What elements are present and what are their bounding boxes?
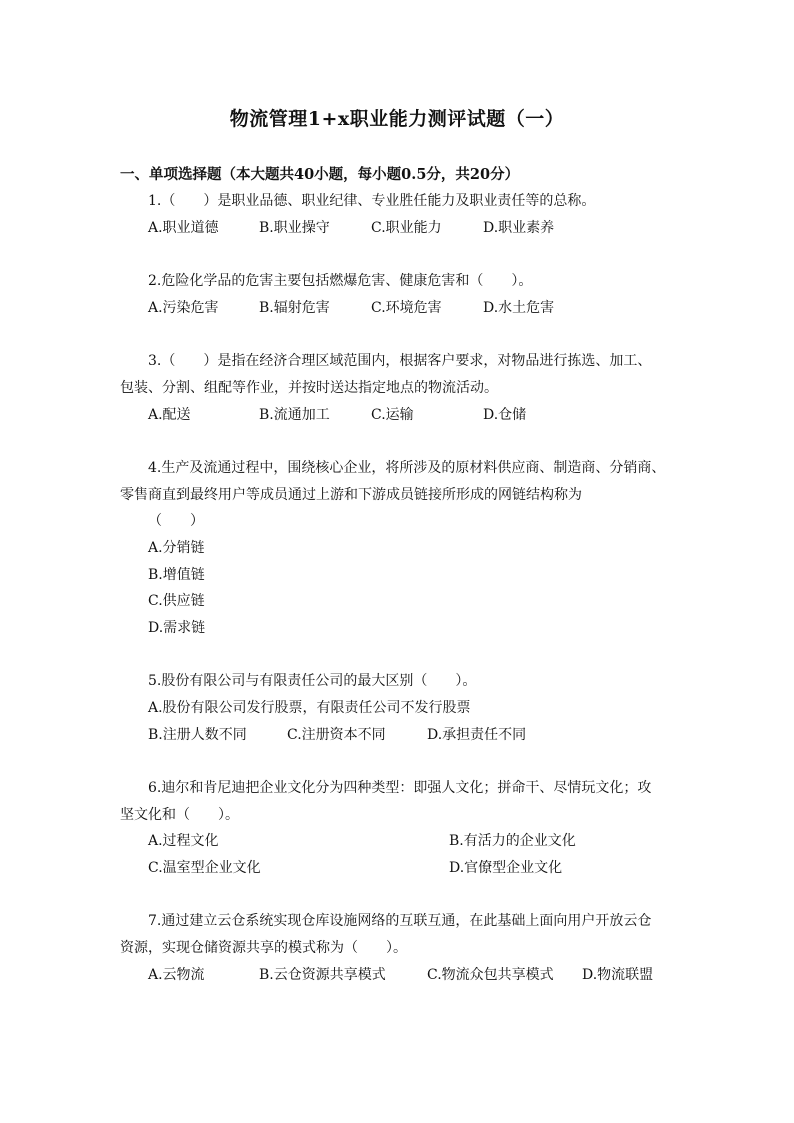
question-6-option-a: A.过程文化 bbox=[148, 833, 219, 849]
question-6-text-line-2: 坚文化和（ ）。 bbox=[120, 807, 239, 823]
question-6-text-line-1: 6.迪尔和肯尼迪把企业文化分为四种类型：即强人文化；拼命干、尽情玩文化；攻 bbox=[148, 780, 652, 796]
question-4-option-b: B.增值链 bbox=[148, 567, 205, 583]
question-2-option-c: C.环境危害 bbox=[371, 300, 442, 316]
page-title: 物流管理1+x职业能力测评试题（一） bbox=[229, 108, 565, 130]
question-6-option-c: C.温室型企业文化 bbox=[148, 860, 261, 876]
question-3-text-line-1: 3.（ ）是指在经济合理区域范围内，根据客户要求，对物品进行拣选、加工、 bbox=[148, 353, 652, 369]
question-4-option-d: D.需求链 bbox=[148, 620, 206, 636]
section-heading: 一、单项选择题（本大题共40小题，每小题0.5分，共20分） bbox=[120, 166, 520, 183]
question-1-option-a: A.职业道德 bbox=[148, 220, 219, 236]
question-7-option-b: B.云仓资源共享模式 bbox=[259, 967, 386, 983]
question-4-option-a: A.分销链 bbox=[148, 540, 205, 556]
question-7-text-line-1: 7.通过建立云仓系统实现仓库设施网络的互联互通，在此基础上面向用户开放云仓 bbox=[148, 913, 652, 929]
question-3-option-b: B.流通加工 bbox=[259, 407, 330, 423]
question-4-text-line-2: 零售商直到最终用户等成员通过上游和下游成员链接所形成的网链结构称为 bbox=[120, 487, 582, 503]
question-2-text: 2.危险化学品的危害主要包括燃爆危害、健康危害和（ ）。 bbox=[148, 273, 533, 289]
question-7-option-c: C.物流众包共享模式 bbox=[427, 967, 554, 983]
question-7-text-line-2: 资源，实现仓储资源共享的模式称为（ ）。 bbox=[120, 940, 407, 956]
question-3-option-a: A.配送 bbox=[148, 407, 191, 423]
question-3-text-line-2: 包装、分割、组配等作业，并按时送达指定地点的物流活动。 bbox=[120, 380, 498, 396]
question-3-option-c: C.运输 bbox=[371, 407, 414, 423]
question-4-text-line-3: （ ） bbox=[148, 513, 204, 529]
question-4-text-line-1: 4.生产及流通过程中，围绕核心企业，将所涉及的原材料供应商、制造商、分销商、 bbox=[148, 460, 666, 476]
question-7-option-d: D.物流联盟 bbox=[582, 967, 654, 983]
question-2-option-a: A.污染危害 bbox=[148, 300, 219, 316]
question-1-option-c: C.职业能力 bbox=[371, 220, 442, 236]
question-6-option-b: B.有活力的企业文化 bbox=[449, 833, 576, 849]
question-5-option-c: C.注册资本不同 bbox=[287, 727, 386, 743]
question-3-option-d: D.仓储 bbox=[483, 407, 527, 423]
question-4-option-c: C.供应链 bbox=[148, 593, 205, 609]
question-5-option-a: A.股份有限公司发行股票，有限责任公司不发行股票 bbox=[148, 700, 471, 716]
question-2-option-d: D.水土危害 bbox=[483, 300, 555, 316]
question-1-option-b: B.职业操守 bbox=[259, 220, 330, 236]
question-6-option-d: D.官僚型企业文化 bbox=[449, 860, 563, 876]
question-2-option-b: B.辐射危害 bbox=[259, 300, 330, 316]
question-7-option-a: A.云物流 bbox=[148, 967, 205, 983]
question-5-text: 5.股份有限公司与有限责任公司的最大区别（ ）。 bbox=[148, 673, 477, 689]
question-1-option-d: D.职业素养 bbox=[483, 220, 555, 236]
question-1-text: 1.（ ）是职业品德、职业纪律、专业胜任能力及职业责任等的总称。 bbox=[148, 193, 596, 209]
question-5-option-b: B.注册人数不同 bbox=[148, 727, 247, 743]
question-5-option-d: D.承担责任不同 bbox=[427, 727, 527, 743]
